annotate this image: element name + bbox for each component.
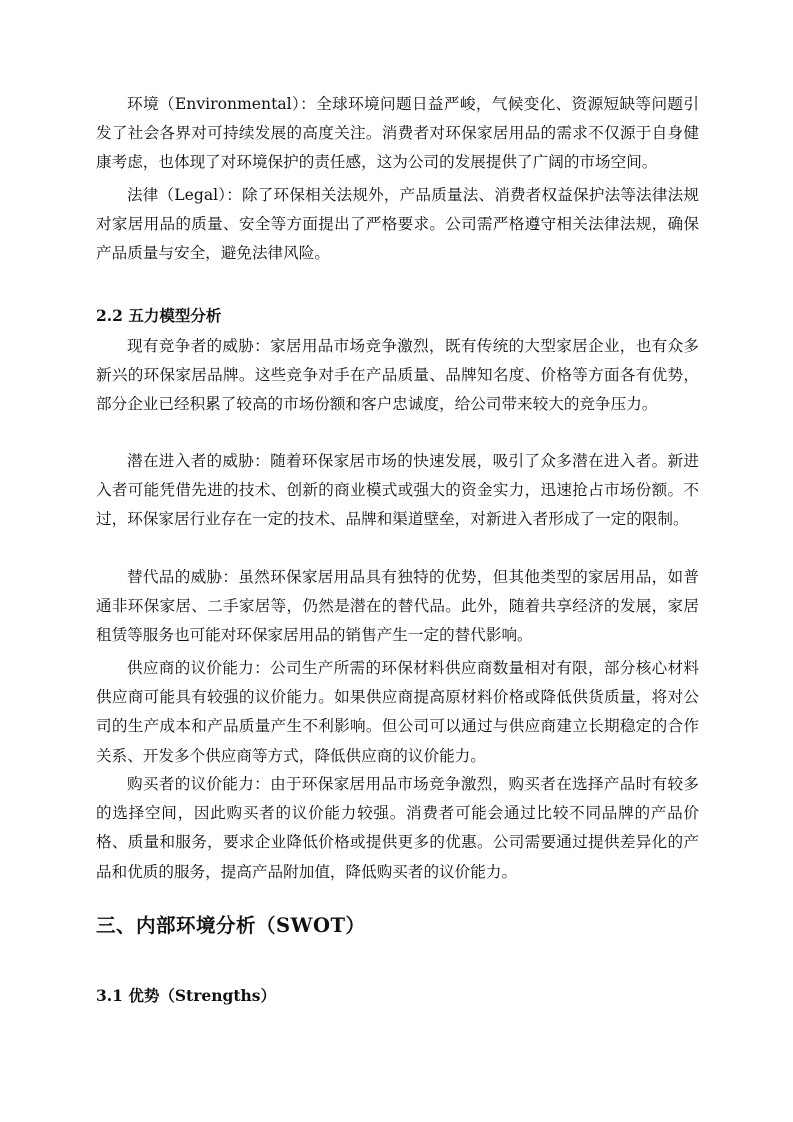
paragraph-supplier-power: 供应商的议价能力：公司生产所需的环保材料供应商数量相对有限，部分核心材料供应商可能具有较强的议价能力。如果供应商提高原材料价格或降低供货质量，将对公司的生产成本和产品质量产生不利影响。但公司可以通过与供应商建立长期稳定的合作关系、开发多个供应商等方式，降低供应商的议价能力。: [96, 659, 699, 765]
paragraph-existing-competitors: 现有竞争者的威胁：家居用品市场竞争激烈，既有传统的大型家居企业，也有众多新兴的环保家居品牌。这些竞争对手在产品质量、品牌知名度、价格等方面各有优势，部分企业已经积累了较高的市场份额和客户忠诚度，给公司带来较大的竞争压力。: [96, 337, 699, 414]
paragraph-legal: 法律（Legal）：除了环保相关法规外，产品质量法、消费者权益保护法等法律法规对家居用品的质量、安全等方面提出了严格要求。公司需严格遵守相关法律法规，确保产品质量与安全，避免法律风险。: [96, 186, 699, 263]
paragraph-substitutes: 替代品的威胁：虽然环保家居用品具有独特的优势，但其他类型的家居用品，如普通非环保家居、二手家居等，仍然是潜在的替代品。此外，随着共享经济的发展，家居租赁等服务也可能对环保家居用品的销售产生一定的替代影响。: [96, 568, 699, 645]
chapter-heading-internal-analysis: 三、内部环境分析（SWOT）: [96, 914, 366, 937]
section-heading-five-forces: 2.2 五力模型分析: [96, 306, 222, 325]
section-heading-strengths: 3.1 优势（Strengths）: [96, 986, 277, 1005]
paragraph-potential-entrants: 潜在进入者的威胁：随着环保家居市场的快速发展，吸引了众多潜在进入者。新进入者可能凭借先进的技术、创新的商业模式或强大的资金实力，迅速抢占市场份额。不过，环保家居行业存在一定的技术、品牌和渠道壁垒，对新进入者形成了一定的限制。: [96, 452, 699, 529]
paragraph-environmental: 环境（Environmental）：全球环境问题日益严峻，气候变化、资源短缺等问题引发了社会各界对可持续发展的高度关注。消费者对环保家居用品的需求不仅源于自身健康考虑，也体现了对环境保护的责任感，这为公司的发展提供了广阔的市场空间。: [96, 95, 699, 172]
paragraph-buyer-power: 购买者的议价能力：由于环保家居用品市场竞争激烈，购买者在选择产品时有较多的选择空间，因此购买者的议价能力较强。消费者可能会通过比较不同品牌的产品价格、质量和服务，要求企业降低价格或提供更多的优惠。公司需要通过提供差异化的产品和优质的服务，提高产品附加值，降低购买者的议价能力。: [96, 775, 699, 881]
